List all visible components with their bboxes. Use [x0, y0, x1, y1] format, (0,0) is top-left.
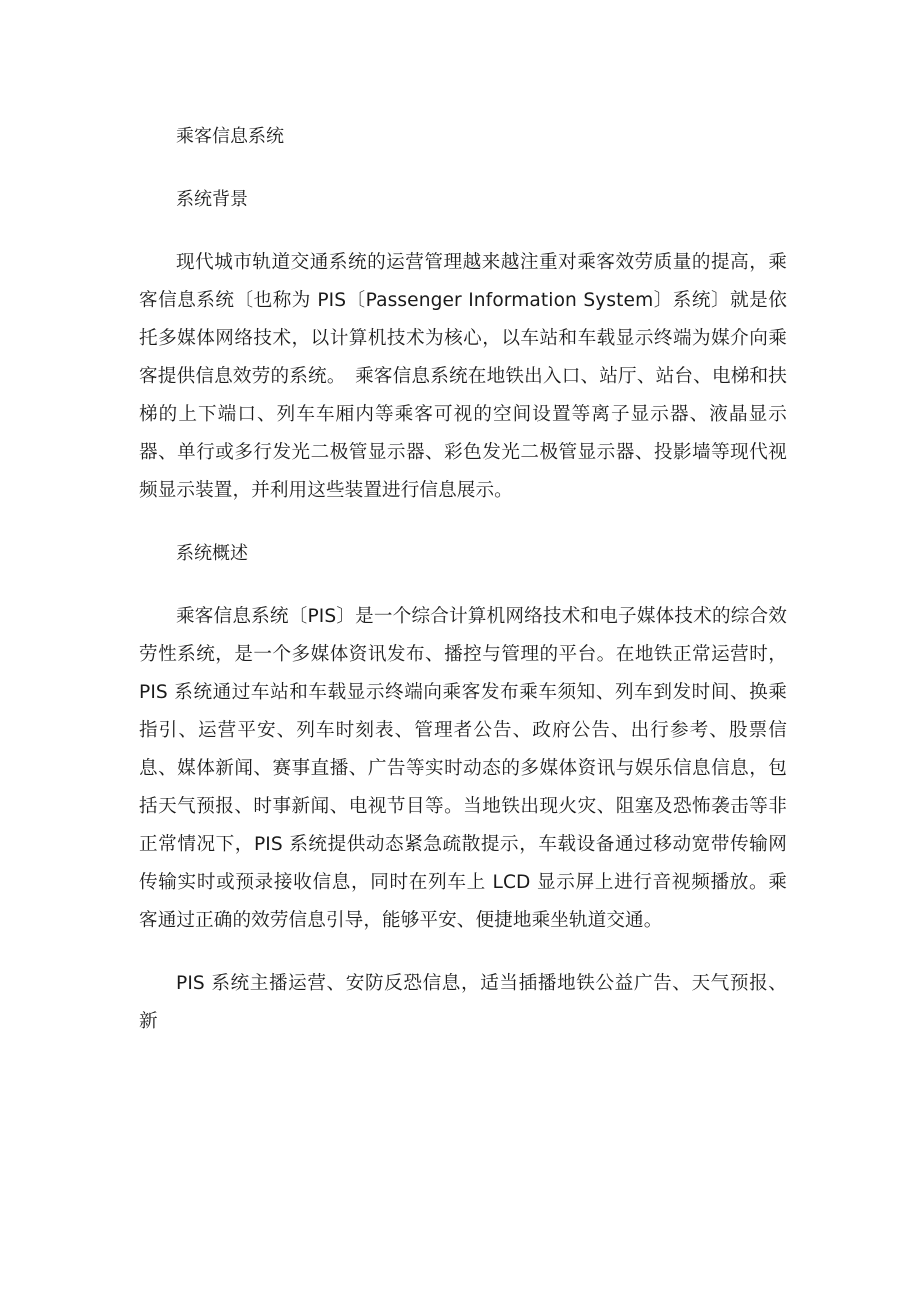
paragraph-pis-broadcast: PIS 系统主播运营、安防反恐信息，适当插播地铁公益广告、天气预报、新 [139, 973, 787, 1032]
paragraph-overview: 乘客信息系统〔PIS〕是一个综合计算机网络技术和电子媒体技术的综合效劳性系统，是一个多媒体资讯发布、播控与管理的平台。在地铁正常运营时，PIS 系统通过车站和车载显示终端向乘客发布乘车须知、列车到发时间、换乘指引、运营平安、列车时刻表、管理者公告、政府公告、出行参考、股票信息、媒体新闻、赛事直播、广告等实时动态的多媒体资讯与娱乐信息信息，包括天气预报、时事新闻、电视节目等。当地铁出现火灾、阻塞及恐怖袭击等非正常情况下，PIS 系统提供动态紧急疏散提示，车载设备通过移动宽带传输网传输实时或预录接收信息，同时在列车上 LCD 显示屏上进行音视频播放。乘客通过正确的效劳信息引导，能够平安、便捷地乘坐轨道交通。 [139, 606, 787, 931]
section-heading-background: 系统背景 [176, 189, 248, 210]
paragraph-background: 现代城市轨道交通系统的运营管理越来越注重对乘客效劳质量的提高，乘客信息系统〔也称为 PIS〔Passenger Information System〕系统〕就是依托多媒体网络技术，以计算机技术为核心，以车站和车载显示终端为媒介向乘客提供信息效劳的系统。 乘客信息系统在地铁出入口、站厅、站台、电梯和扶梯的上下端口、列车车厢内等乘客可视的空间设置等离子显示器、液晶显示器、单行或多行发光二极管显示器、彩色发光二极管显示器、投影墙等现代视频显示装置，并利用这些装置进行信息展示。 [139, 252, 787, 501]
section-heading-overview: 系统概述 [176, 543, 248, 564]
document-title: 乘客信息系统 [176, 126, 284, 147]
document-body [139, 118, 787, 1041]
